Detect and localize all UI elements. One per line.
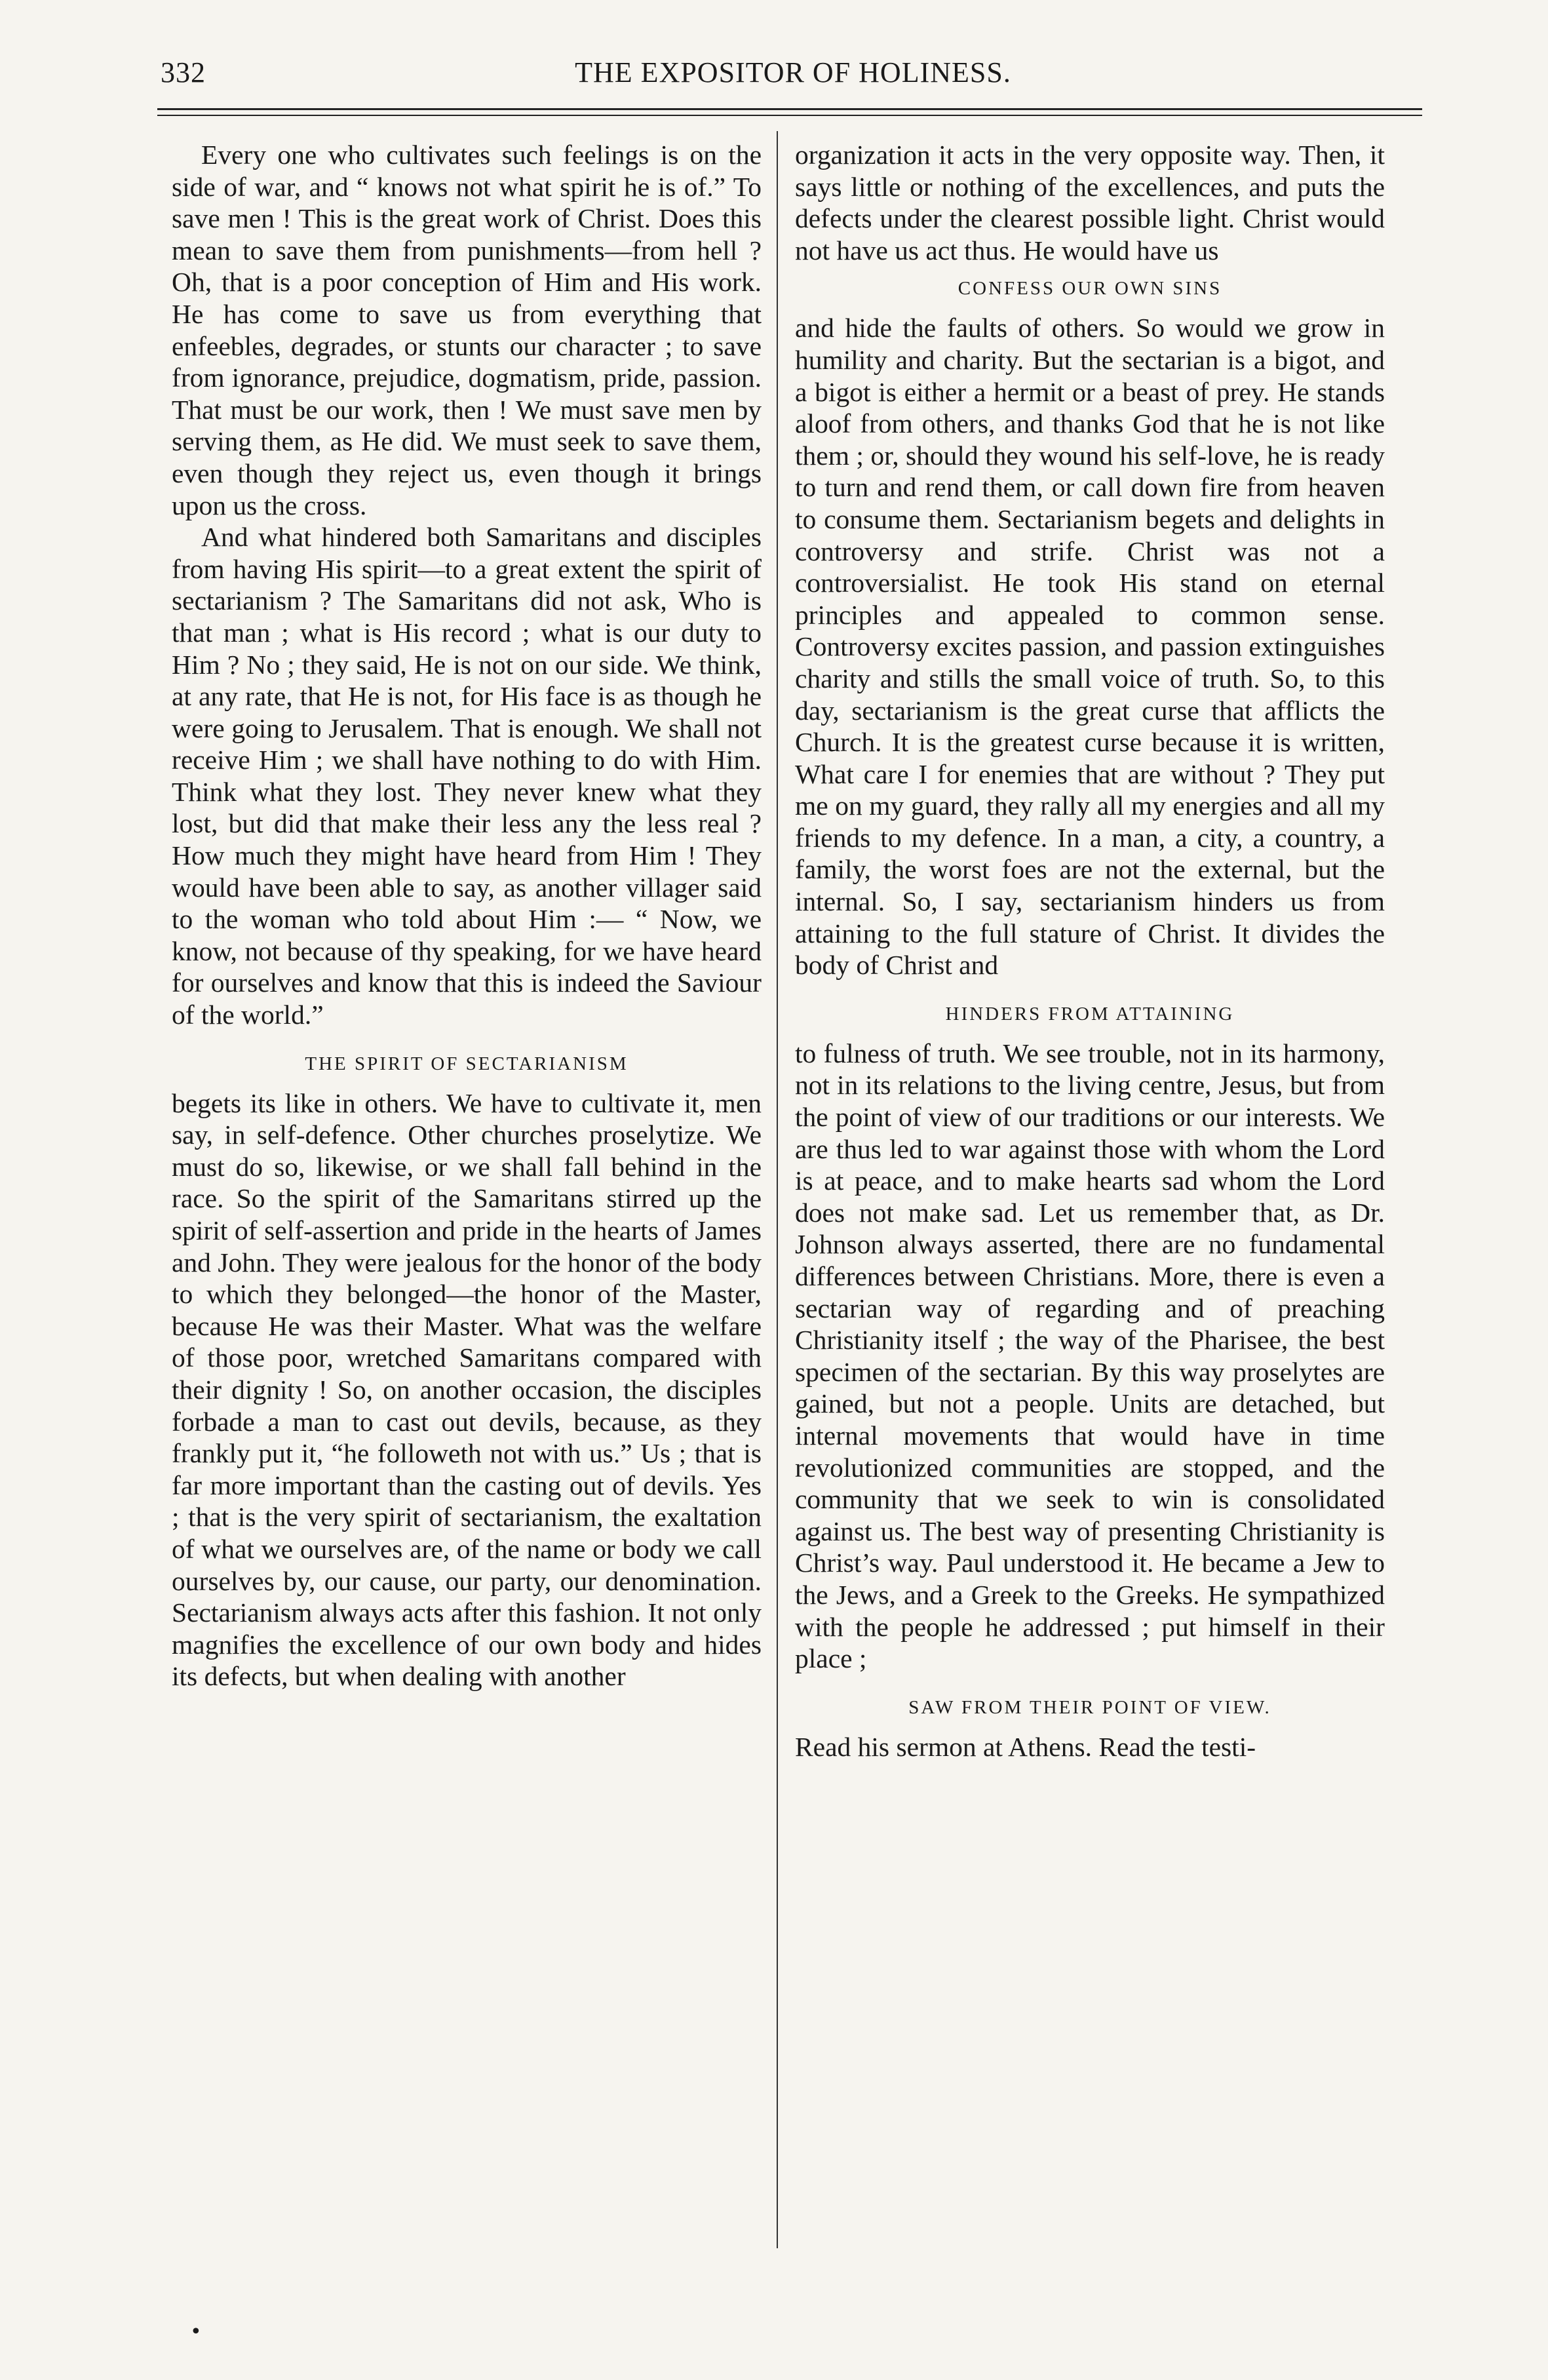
left-column [172, 139, 762, 1692]
journal-title: THE EXPOSITOR OF HOLINESS. [575, 56, 1011, 88]
section-heading-saw-from-their-point-of-view: SAW FROM THEIR POINT OF VIEW. [908, 1696, 1271, 1718]
section-heading-confess-our-own-sins: CONFESS OUR OWN SINS [958, 278, 1222, 300]
left-paragraph-3: begets its like in others. We have to cultivate it, men say, in self-defence. Other churches proselytize. We must do so, likewise, or we shall fall behind in the race. So the spirit of the Samaritans stirred up the spirit of self-assertion and pride in the hearts of James and John. They were jealous for the honor of the body to which they belonged—the honor of the Master, because He was their Master. What was the welfare of those poor, wretched Samaritans compared with their dignity ! So, on another occasion, the disciples forbade a man to cast out devils, because, as they frankly put it, “he followeth not with us.” Us ; that is far more important than the casting out of devils. Yes ; that is the very spirit of sectarianism, the exaltation of what we ourselves are, of the name or body we call ourselves by, our cause, our party, our denomination. Sectarianism always acts after this fashion. It not only magnifies the excellence of our own body and hides its defects, but when dealing with another [172, 1087, 762, 1692]
column-divider [777, 131, 778, 2248]
right-paragraph-4: Read his sermon at Athens. Read the testi- [795, 1731, 1256, 1762]
right-paragraph-3: to fulness of truth. We see trouble, not in its harmony, not in its relations to the living centre, Jesus, but from the point of view of our traditions or our interests. We are thus led to war against those with whom the Lord is at peace, and to make hearts sad whom the Lord does not make sad. Let us remember that, as Dr. Johnson always asserted, there are no fundamental differences between Christians. More, there is even a sectarian way of regarding and of preaching Christianity itself ; the way of the Pharisee, the best specimen of the sectarian. By this way proselytes are gained, but not a people. Units are detached, but internal movements that would have in time revolutionized communities are stopped, and the community that we seek to win is consolidated against us. The best way of presenting Christianity is Christ’s way. Paul understood it. He became a Jew to the Jews, and a Greek to the Greeks. He sympathized with the people he addressed ; put himself in their place ; [795, 1038, 1385, 1674]
right-paragraph-2: and hide the faults of others. So would we grow in humility and charity. But the sectarian is a bigot, and a bigot is either a hermit or a beast of prey. He stands aloof from others, and thanks God that he is not like them ; or, should they wound his self-love, he is ready to turn and rend them, or call down fire from heaven to consume them. Sectarianism begets and delights in controversy and strife. Christ was not a controversialist. He took His stand on eternal principles and appealed to common sense. Controversy excites passion, and passion extinguishes charity and stills the small voice of truth. So, to this day, sectarianism is the great curse that afflicts the Church. It is the greatest curse because it is written, What care I for enemies that are without ? They put me on my guard, they rally all my energies and all my friends to my defence. In a man, a city, a country, a family, the worst foes are not the external, but the internal. So, I say, sectarianism hinders us from attaining to the full stature of Christ. It divides the body of Christ and [795, 313, 1385, 981]
section-heading-hinders-from-attaining: HINDERS FROM ATTAINING [945, 1003, 1235, 1024]
left-paragraph-2: And what hindered both Samaritans and disciples from having His spirit—to a great extent the spirit of sectarianism ? The Samaritans did not ask, Who is that man ; what is His record ; what is our duty to Him ? No ; they said, He is not on our side. We think, at any rate, that He is not, for His face is as though he were going to Jerusalem. That is enough. We shall not receive Him ; we shall have nothing to do with Him. Think what they lost. They never knew what they lost, but did that make their less any the less real ? How much they might have heard from Him ! They would have been able to say, as another villager said to the woman who told about Him :— “ Now, we know, not because of thy speaking, for we have heard for ourselves and know that this is indeed the Saviour of the world.” [172, 522, 762, 1030]
left-paragraph-1: Every one who cultivates such feelings is on the side of war, and “ knows not what spirit he is of.” To save men ! This is the great work of Christ. Does this mean to save them from punishments—from hell ? Oh, that is a poor conception of Him and His work. He has come to save us from everything that enfeebles, degrades, or stunts our character ; to save from ignorance, prejudice, dogmatism, pride, passion. That must be our work, then ! We must save men by serving them, as He did. We must seek to save them, even though they reject us, even though it brings upon us the cross. [172, 140, 762, 520]
right-column [795, 139, 1385, 1763]
running-header [161, 56, 1425, 95]
right-paragraph-1: organization it acts in the very opposite way. Then, it says little or nothing of the excellences, and puts the defects under the clearest possible light. Christ would not have us act thus. He would have us [795, 140, 1385, 265]
page-number: 332 [161, 56, 206, 88]
footer-mark: • [190, 2320, 202, 2343]
header-rule-thin [157, 115, 1422, 116]
section-heading-spirit-of-sectarianism: THE SPIRIT OF SECTARIANISM [305, 1053, 629, 1074]
header-rule-thick [157, 108, 1422, 110]
